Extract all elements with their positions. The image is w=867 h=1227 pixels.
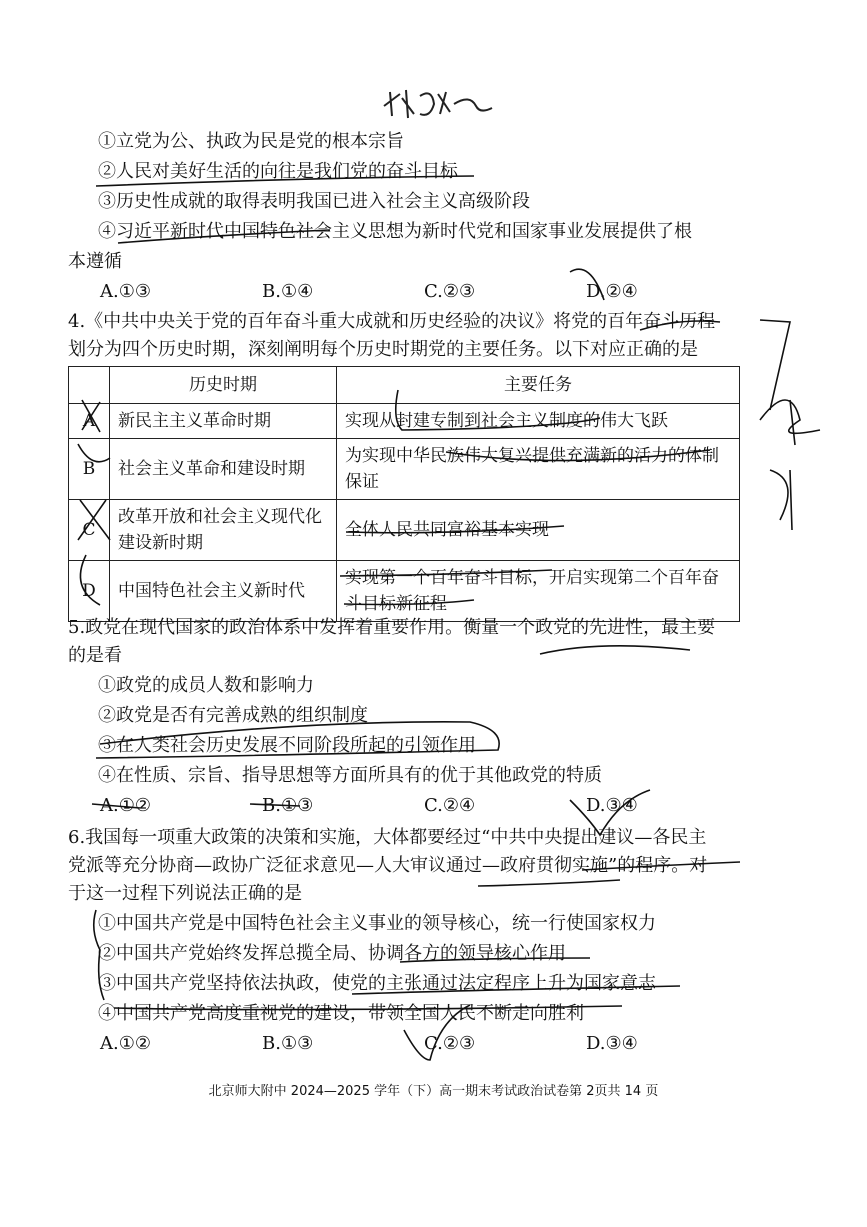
q5-stem-line1: 5.政党在现代国家的政治体系中发挥着重要作用。衡量一个政党的先进性，最主要 [68,617,716,638]
q4-row-mark: D [69,561,110,622]
q6-item-4: ④中国共产党高度重视党的建设，带领全国人民不断走向胜利 [98,1003,584,1024]
q4-header-period: 历史时期 [110,367,337,404]
q5-option-b[interactable]: B.①③ [262,795,314,816]
q3-item-3: ③历史性成就的取得表明我国已进入社会主义高级阶段 [98,191,530,212]
table-row [69,500,740,561]
q4-row-period: 改革开放和社会主义现代化建设新时期 [110,500,337,561]
q4-table-header [69,367,740,404]
q4-header-mark [69,367,110,404]
q4-row-period: 中国特色社会主义新时代 [110,561,337,622]
handwritten-note [380,84,510,128]
q4-row-mark: B [69,439,110,500]
q3-option-b[interactable]: B.①④ [262,281,314,302]
q4-stem-line1: 4.《中共中央关于党的百年奋斗重大成就和历史经验的决议》将党的百年奋斗历程 [68,311,716,332]
q5-option-d[interactable]: D.③④ [586,795,638,816]
table-row [69,439,740,500]
q6-item-3: ③中国共产党坚持依法执政，使党的主张通过法定程序上升为国家意志 [98,973,656,994]
q3-option-a[interactable]: A.①③ [100,281,151,302]
q5-item-2: ②政党是否有完善成熟的组织制度 [98,705,368,726]
q3-item-2: ②人民对美好生活的向往是我们党的奋斗目标 [98,161,458,182]
table-row [69,561,740,622]
q4-row-period: 新民主主义革命时期 [110,404,337,439]
q6-option-d[interactable]: D.③④ [586,1033,638,1054]
q5-stem-line2: 的是看 [68,645,122,666]
q6-stem-line3: 于这一过程下列说法正确的是 [68,883,302,904]
q5-item-1: ①政党的成员人数和影响力 [98,675,314,696]
q6-stem-line1: 6.我国每一项重大政策的决策和实施，大体都要经过“中共中央提出建议—各民主 [68,827,707,848]
q6-option-c[interactable]: C.②③ [424,1033,476,1054]
q5-option-c[interactable]: C.②④ [424,795,476,816]
q3-item-4-cont: 本遵循 [68,251,122,272]
q4-table [68,366,740,622]
q4-stem-line2: 划分为四个历史时期，深刻阐明每个历史时期党的主要任务。以下对应正确的是 [68,339,698,360]
q3-item-4: ④习近平新时代中国特色社会主义思想为新时代党和国家事业发展提供了根 [98,221,692,242]
q4-row-mark: C [69,500,110,561]
q6-item-2: ②中国共产党始终发挥总揽全局、协调各方的领导核心作用 [98,943,566,964]
q4-header-task: 主要任务 [337,367,740,404]
q5-item-3: ③在人类社会历史发展不同阶段所起的引领作用 [98,735,476,756]
q3-option-d[interactable]: D.②④ [586,281,638,302]
q4-row-period: 社会主义革命和建设时期 [110,439,337,500]
q5-option-a[interactable]: A.①② [100,795,151,816]
table-row [69,404,740,439]
q5-item-4: ④在性质、宗旨、指导思想等方面所具有的优于其他政党的特质 [98,765,602,786]
page-footer: 北京师大附中 2024—2025 学年（下）高一期末考试政治试卷第 2页共 14 页 [208,1084,659,1099]
q3-option-c[interactable]: C.②③ [424,281,476,302]
q3-item-1: ①立党为公、执政为民是党的根本宗旨 [98,131,404,152]
q4-row-task: 为实现中华民族伟大复兴提供充满新的活力的体制保证 [337,439,740,500]
q4-row-task: 实现从封建专制到社会主义制度的伟大飞跃 [337,404,740,439]
q6-option-a[interactable]: A.①② [100,1033,151,1054]
q4-row-task: 实现第一个百年奋斗目标，开启实现第二个百年奋斗目标新征程 [337,561,740,622]
q6-stem-line2: 党派等充分协商—政协广泛征求意见—人大审议通过—政府贯彻实施”的程序。对 [68,855,708,876]
q4-row-task: 全体人民共同富裕基本实现 [337,500,740,561]
q4-row-mark: A [69,404,110,439]
q6-option-b[interactable]: B.①③ [262,1033,314,1054]
q6-item-1: ①中国共产党是中国特色社会主义事业的领导核心，统一行使国家权力 [98,913,656,934]
handwritten-note-scribble [380,84,510,124]
